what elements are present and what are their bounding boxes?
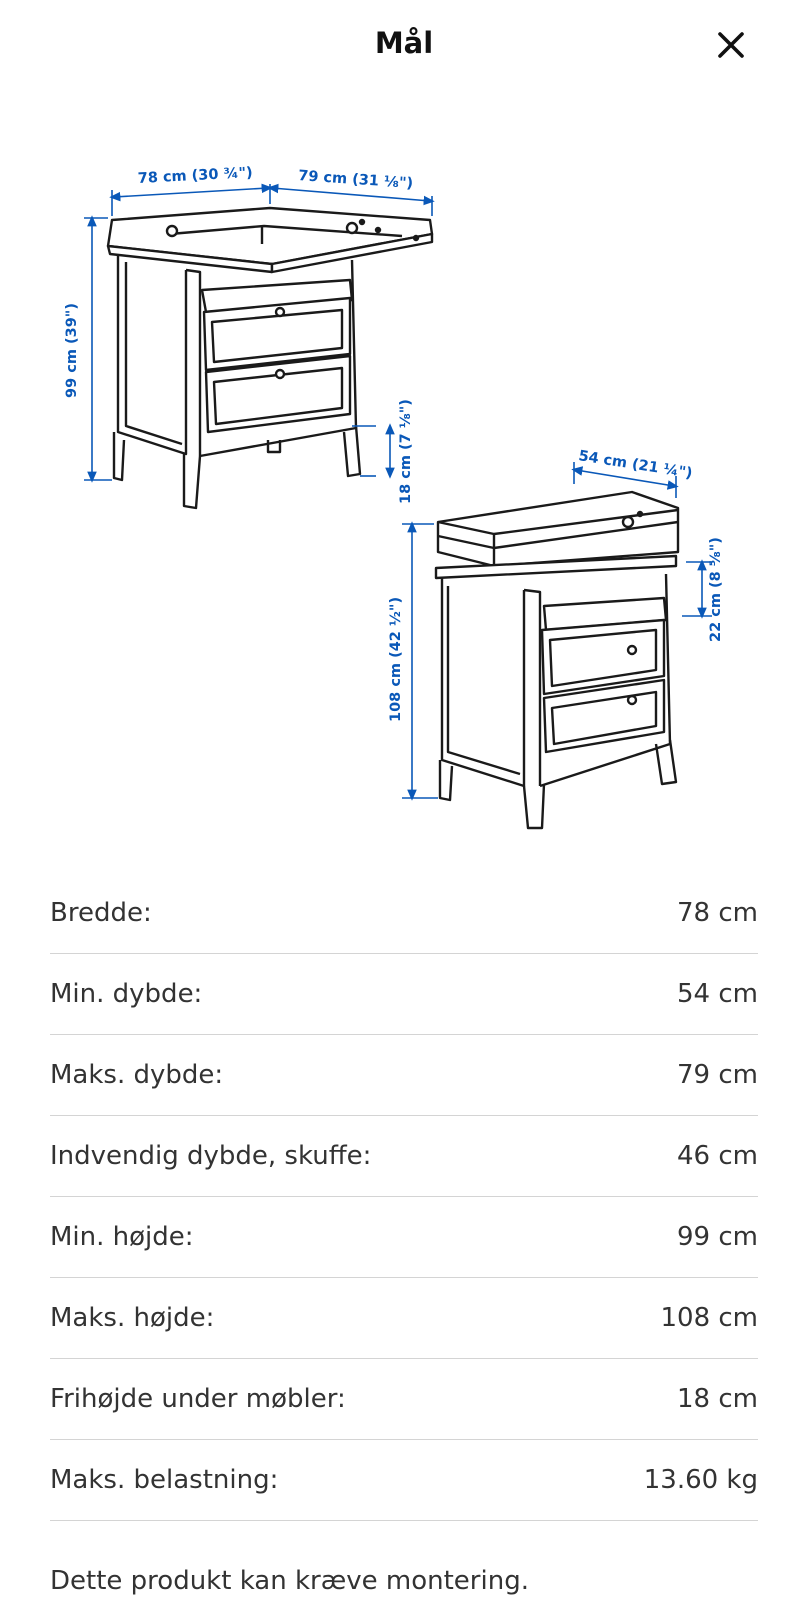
spec-label: Min. dybde: xyxy=(50,979,203,1009)
max-depth-dimension-label: 79 cm (31 ⅛") xyxy=(297,168,414,193)
close-icon xyxy=(710,26,750,66)
spec-row-min-depth xyxy=(50,954,758,1035)
spec-value: 79 cm xyxy=(677,1060,758,1090)
spec-row-max-load xyxy=(50,1440,758,1521)
min-depth-dimension-label: 54 cm (21 ¼") xyxy=(577,448,694,482)
spec-value: 13.60 kg xyxy=(643,1465,758,1495)
spec-value: 46 cm xyxy=(677,1141,758,1171)
page-title: Mål xyxy=(374,26,434,60)
spec-label: Maks. dybde: xyxy=(50,1060,224,1090)
spec-value: 99 cm xyxy=(677,1222,758,1252)
width-dimension-label: 78 cm (30 ¾") xyxy=(137,164,254,187)
clearance-dimension-label: 18 cm (7 ⅛") xyxy=(398,399,414,504)
spec-label: Frihøjde under møbler: xyxy=(50,1384,346,1414)
spec-value: 78 cm xyxy=(677,898,758,928)
spec-label: Min. højde: xyxy=(50,1222,194,1252)
spec-row-drawer-depth xyxy=(50,1116,758,1197)
spec-value: 18 cm xyxy=(677,1384,758,1414)
header-bar xyxy=(0,0,808,92)
min-height-dimension-label: 99 cm (39") xyxy=(64,303,80,398)
table-closed-drawing xyxy=(436,492,678,828)
max-height-dimension-label: 108 cm (42 ½") xyxy=(388,596,404,722)
close-button[interactable] xyxy=(710,26,750,66)
product-dimension-diagram xyxy=(0,150,808,850)
top-height-dimension-label: 22 cm (8 ⅝") xyxy=(708,537,724,642)
spec-label: Bredde: xyxy=(50,898,152,928)
spec-row-clearance xyxy=(50,1359,758,1440)
spec-row-max-depth xyxy=(50,1035,758,1116)
spec-label: Maks. belastning: xyxy=(50,1465,279,1495)
assembly-note: Dette produkt kan kræve montering. xyxy=(50,1566,529,1596)
dimension-spec-list xyxy=(50,873,758,1521)
spec-label: Indvendig dybde, skuffe: xyxy=(50,1141,372,1171)
dimension-drawing xyxy=(0,150,808,850)
spec-row-max-height xyxy=(50,1278,758,1359)
table-open-drawing xyxy=(108,208,432,508)
spec-value: 54 cm xyxy=(677,979,758,1009)
spec-label: Maks. højde: xyxy=(50,1303,215,1333)
spec-row-width xyxy=(50,873,758,954)
spec-row-min-height xyxy=(50,1197,758,1278)
spec-value: 108 cm xyxy=(660,1303,758,1333)
